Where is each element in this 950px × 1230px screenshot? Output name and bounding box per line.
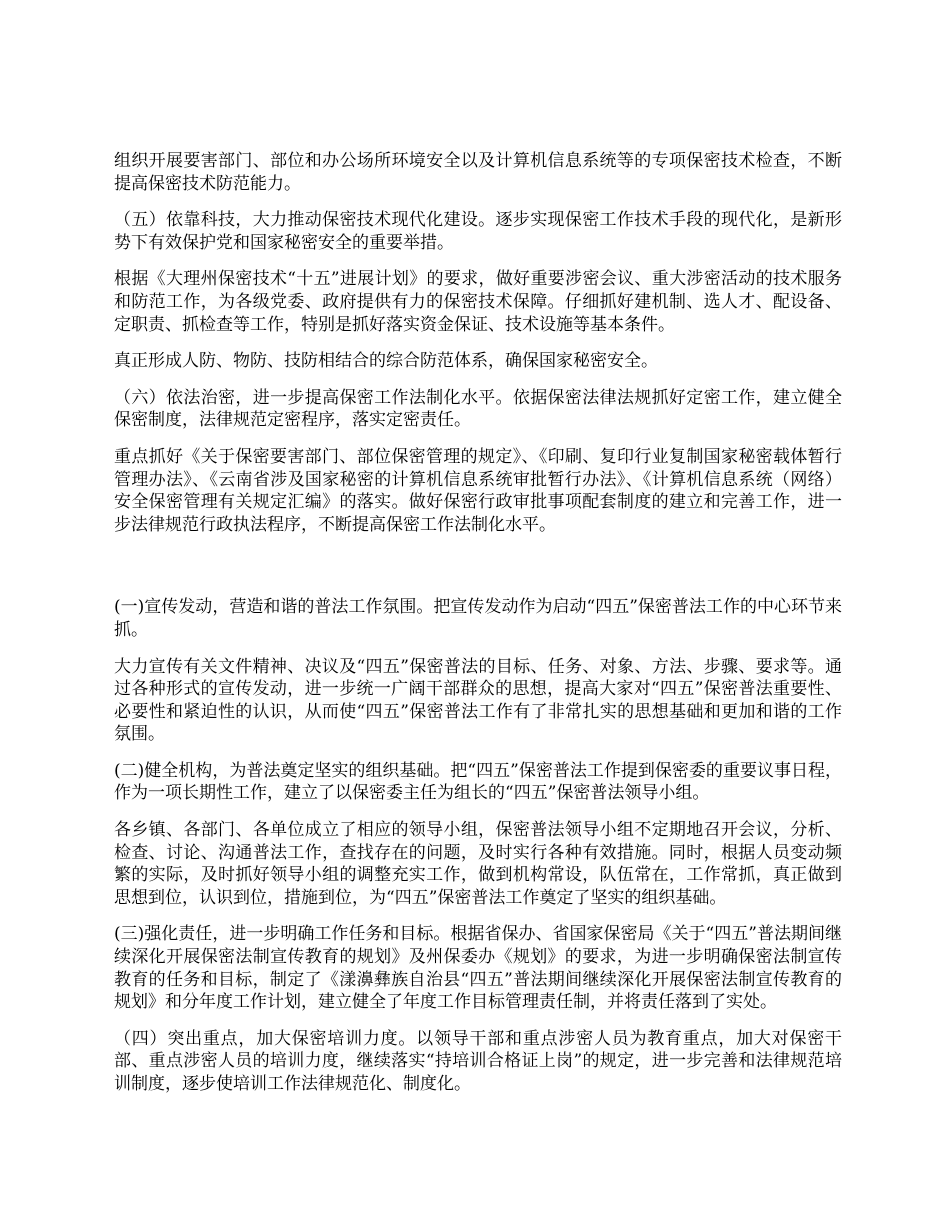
paragraph: （四）突出重点，加大保密培训力度。以领导干部和重点涉密人员为教育重点，加大对保密干部、重点涉密人员的培训力度，继续落实“持培训合格证上岗”的规定，进一步完善和法律规范培训制度，逐步使培训工作法律规范化、制度化。 xyxy=(114,1028,842,1094)
paragraph: 组织开展要害部门、部位和办公场所环境安全以及计算机信息系统等的专项保密技术检查，不断提高保密技术防范能力。 xyxy=(114,151,842,194)
document-page xyxy=(114,150,842,1110)
paragraph: 真正形成人防、物防、技防相结合的综合防范体系，确保国家秘密安全。 xyxy=(114,351,658,372)
section-gap xyxy=(114,550,842,596)
paragraph: 各乡镇、各部门、各单位成立了相应的领导小组，保密普法领导小组不定期地召开会议，分析、检查、讨论、沟通普法工作，查找存在的问题，及时实行各种有效措施。同时，根据人员变动频繁的实际，及时抓好领导小组的调整充实工作，做到机构常设，队伍常在，工作常抓，真正做到思想到位，认识到位，措施到位，为“四五”保密普法工作奠定了坚实的组织基础。 xyxy=(114,820,842,908)
paragraph: 根据《大理州保密技术“十五”进展计划》的要求，做好重要涉密会议、重大涉密活动的技术服务和防范工作，为各级党委、政府提供有力的保密技术保障。仔细抓好建机制、选人才、配设备、定职责、抓检查等工作，特别是抓好落实资金保证、技术设施等基本条件。 xyxy=(114,269,842,335)
paragraph: (二)健全机构，为普法奠定坚实的组织基础。把“四五”保密普法工作提到保密委的重要议事日程，作为一项长期性工作，建立了以保密委主任为组长的“四五”保密普法领导小组。 xyxy=(114,760,842,804)
paragraph: (三)强化责任，进一步明确工作任务和目标。根据省保办、省国家保密局《关于“四五”普法期间继续深化开展保密法制宣传教育的规划》及州保委办《规划》的要求，为进一步明确保密法制宣传教育的任务和目标，制定了《漾濞彝族自治县“四五”普法期间继续深化开展保密法制宣传教育的规划》和分年度工作计划，建立健全了年度工作目标管理责任制，并将责任落到了实处。 xyxy=(114,924,842,1013)
paragraph: 大力宣传有关文件精神、决议及“四五”保密普法的目标、任务、对象、方法、步骤、要求等。通过各种形式的宣传发动，进一步统一广阔干部群众的思想，提高大家对“四五”保密普法重要性、必要性和紧迫性的认识，从而使“四五”保密普法工作有了非常扎实的思想基础和更加和谐的工作氛围。 xyxy=(114,656,842,745)
paragraph: 重点抓好《关于保密要害部门、部位保密管理的规定》、《印刷、复印行业复制国家秘密载体暂行管理办法》、《云南省涉及国家秘密的计算机信息系统审批暂行办法》、《计算机信息系统（网络）安全保密管理有关规定汇编》的落实。做好保密行政审批事项配套制度的建立和完善工作，进一步法律规范行政执法程序，不断提高保密工作法制化水平。 xyxy=(114,446,842,535)
paragraph: （六）依法治密，进一步提高保密工作法制化水平。依据保密法律法规抓好定密工作，建立健全保密制度，法律规范定密程序，落实定密责任。 xyxy=(114,387,842,431)
paragraph: （五）依靠科技，大力推动保密技术现代化建设。逐步实现保密工作技术手段的现代化，是新形势下有效保护党和国家秘密安全的重要举措。 xyxy=(114,210,842,253)
paragraph: (一)宣传发动，营造和谐的普法工作氛围。把宣传发动作为启动“四五”保密普法工作的中心环节来抓。 xyxy=(114,597,842,640)
